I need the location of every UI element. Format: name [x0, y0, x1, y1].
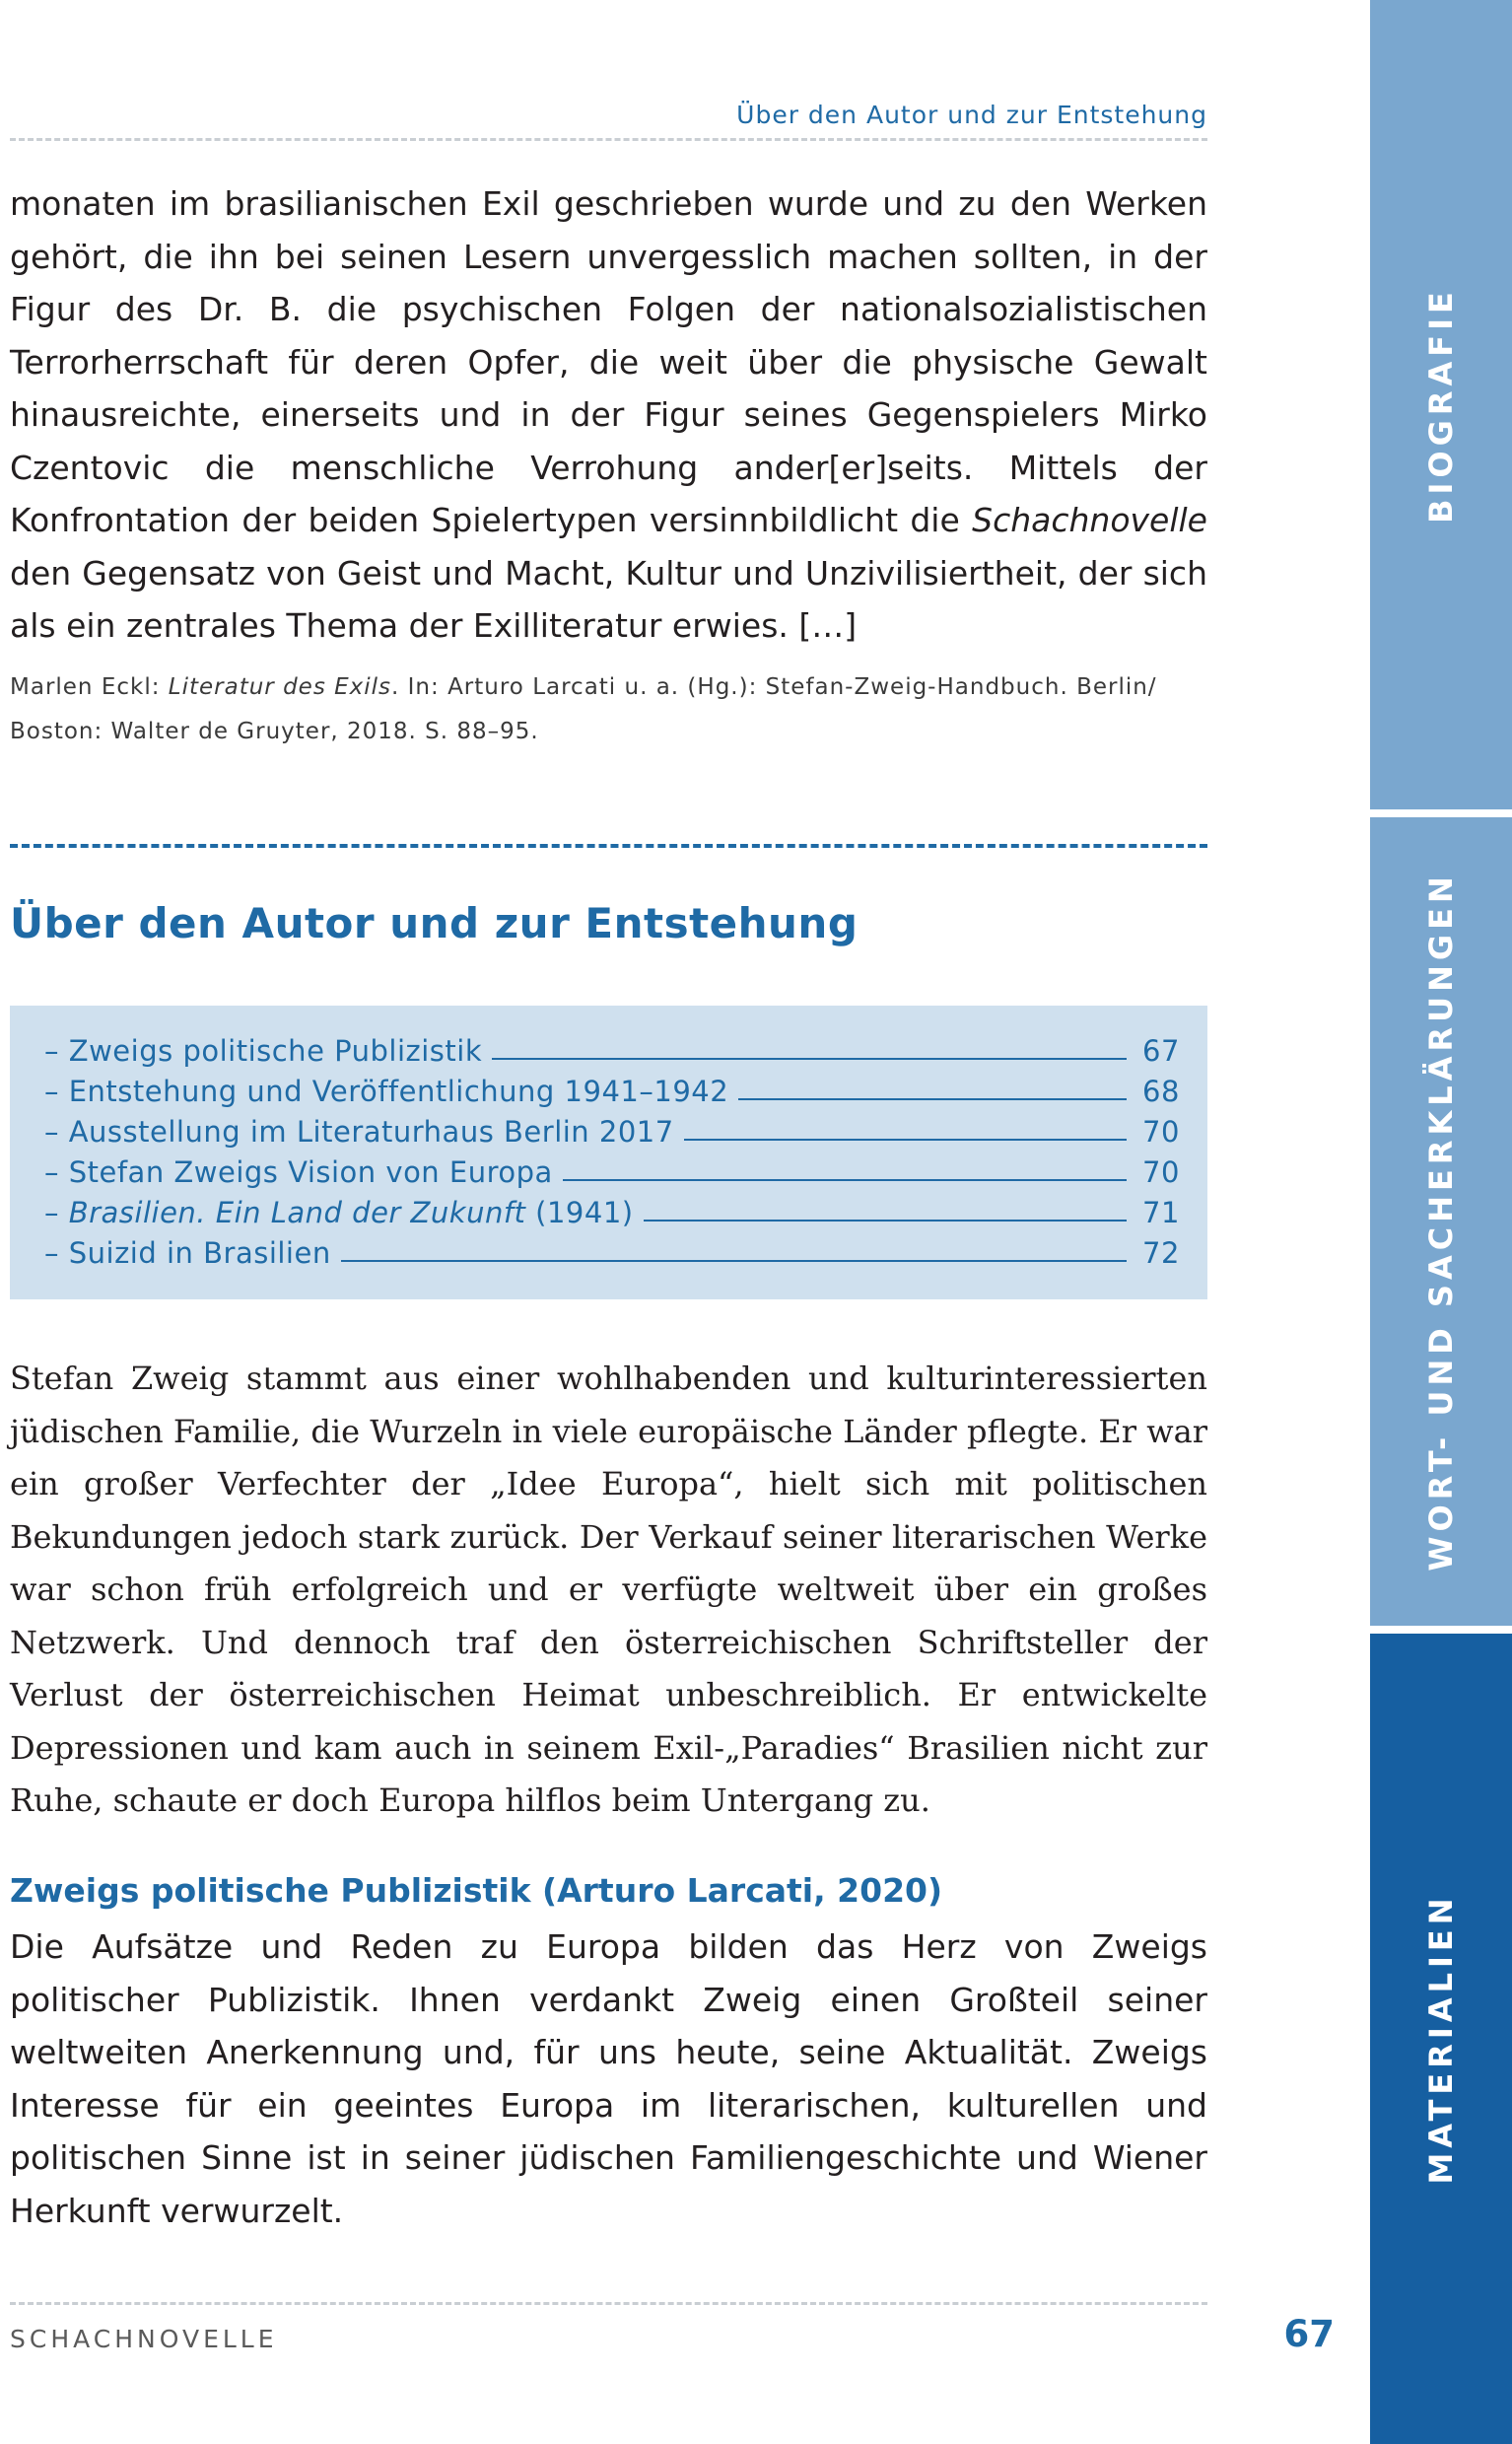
toc-leader-line	[341, 1260, 1127, 1262]
toc-page-number: 70	[1142, 1115, 1180, 1149]
toc-page-number: 67	[1142, 1034, 1180, 1068]
toc-box	[10, 1006, 1207, 1299]
quote-source	[10, 665, 1207, 754]
page-number: 67	[1283, 2313, 1335, 2355]
toc-item[interactable]	[44, 1229, 1178, 1270]
toc-item[interactable]	[44, 1027, 1178, 1068]
tab-materialien-label: MATERIALIEN	[1422, 1893, 1460, 2185]
footer-book-title: SCHACHNOVELLE	[10, 2325, 278, 2353]
toc-item-label: – Suizid in Brasilien	[44, 1236, 331, 1270]
toc-page-number: 72	[1142, 1236, 1180, 1270]
source-rest: . In: Arturo Larcati u. a. (Hg.): Stefan-Zweig-Handbuch. Berlin/ Boston: Walter de Gruyter, 2018. S. 88–95.	[10, 674, 1157, 744]
toc-leader-line	[563, 1179, 1127, 1181]
subsection-heading: Zweigs politische Publizistik (Arturo Larcati, 2020)	[10, 1871, 943, 1910]
toc-item-label: – Brasilien. Ein Land der Zukunft (1941)	[44, 1196, 634, 1229]
toc-item-label: – Entstehung und Veröffentlichung 1941–1942	[44, 1075, 729, 1108]
tab-wort-label: WORT- UND SACHERKLÄRUNGEN	[1422, 872, 1460, 1571]
toc-item[interactable]	[44, 1149, 1178, 1189]
footer-divider	[10, 2302, 1207, 2305]
toc-list	[44, 1027, 1178, 1270]
tab-wort-und-sacherklaerungen[interactable]	[1370, 817, 1512, 1626]
source-title-italic: Literatur des Exils	[168, 674, 392, 700]
toc-leader-line	[644, 1220, 1127, 1222]
quote-text-before: monaten im brasilianischen Exil geschrieben wurde und zu den Werken gehört, die ihn bei seinen Lesern unvergesslich machen sollten, in der Figur des Dr. B. die psychischen Folgen der nationalsozialistischen Terrorherrschaft für deren Opfer, die weit über die physische Gewalt hinausreichte, einerseits und in der Figur seines Gegenspielers Mirko Czentovic die menschliche Verrohung ander[er]seits. Mittels der Konfrontation der beiden Spielertypen versinnbildlicht die	[10, 184, 1207, 539]
subsection-paragraph: Die Aufsätze und Reden zu Europa bilden das Herz von Zweigs politischer Publizistik. Ihnen verdankt Zweig einen Großteil seiner weltweiten Anerkennung und, für uns heute, seine Aktualität. Zweigs Interesse für ein geeintes Europa im literarischen, kulturellen und politischen Sinne ist in seiner jüdischen Familiengeschichte und Wiener Herkunft verwurzelt.	[10, 1927, 1207, 2230]
quote-paragraph	[10, 177, 1207, 653]
intro-paragraph: Stefan Zweig stammt aus einer wohlhabenden und kulturinteressierten jüdischen Familie, die Wurzeln in viele europäische Länder pflegte. Er war ein großer Verfechter der „Idee Europa“, hielt sich mit politischen Bekundungen jedoch stark zurück. Der Verkauf seiner literarischen Werke war schon früh erfolgreich und er verfügte weltweit über ein großes Netzwerk. Und dennoch traf den österreichischen Schriftsteller der Verlust der österreichischen Heimat unbeschreiblich. Er entwickelte Depressionen und kam auch in seinem Exil-„Paradies“ Brasilien nicht zur Ruhe, schaute er doch Europa hilflos beim Untergang zu.	[10, 1360, 1207, 1819]
section-title: Über den Autor und zur Entstehung	[10, 899, 859, 947]
running-head: Über den Autor und zur Entstehung	[736, 101, 1207, 129]
toc-leader-line	[738, 1098, 1127, 1100]
toc-item-label: – Zweigs politische Publizistik	[44, 1034, 483, 1068]
tab-biografie-label: BIOGRAFIE	[1422, 286, 1460, 524]
quote-title-italic: Schachnovelle	[972, 501, 1207, 539]
toc-leader-line	[492, 1058, 1127, 1060]
toc-page-number: 68	[1142, 1075, 1180, 1108]
tab-materialien[interactable]	[1370, 1634, 1512, 2444]
toc-item[interactable]	[44, 1189, 1178, 1229]
toc-item[interactable]	[44, 1068, 1178, 1108]
toc-page-number: 70	[1142, 1155, 1180, 1189]
source-author: Marlen Eckl:	[10, 674, 169, 700]
section-divider	[10, 844, 1207, 848]
header-divider	[10, 138, 1207, 141]
toc-leader-line	[684, 1139, 1127, 1141]
toc-page-number: 71	[1142, 1196, 1180, 1229]
toc-item-label: – Stefan Zweigs Vision von Europa	[44, 1155, 553, 1189]
quote-text-after: den Gegensatz von Geist und Macht, Kultur und Unzivilisiertheit, der sich als ein zentrales Thema der Exilliteratur erwies. […]	[10, 553, 1207, 645]
toc-item-label: – Ausstellung im Literaturhaus Berlin 2017	[44, 1115, 674, 1149]
toc-item[interactable]	[44, 1108, 1178, 1149]
tab-biografie[interactable]	[1370, 0, 1512, 809]
